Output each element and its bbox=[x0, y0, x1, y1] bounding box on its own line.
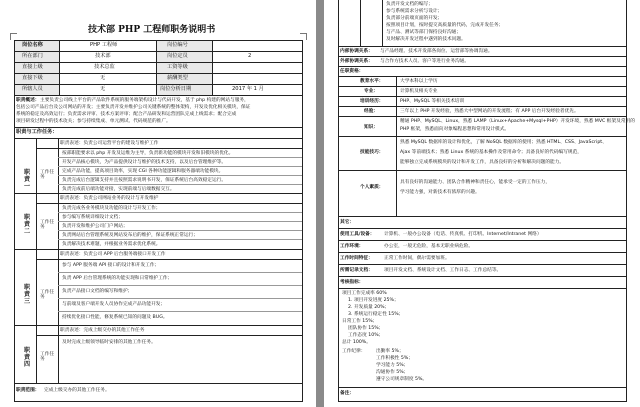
field-value: 三年以上 PHP 开发经验，熟悉大中型网站的开发流程；有 APP 后台开发经验者优先。 bbox=[400, 109, 579, 114]
task-item: 与前端及客户端开发人员协作完成产品功能开发； bbox=[62, 302, 166, 307]
task-item: 按照项目计划，按时提交高质量的代码，完成开发任务； bbox=[386, 23, 504, 28]
field-value: Ajax 等前端技术；熟悉 Linux 系统的基本操作及常用命令；具备良好的代码编写规范， bbox=[400, 150, 582, 155]
task-item: 开发产品核心模块，为产品提供设计与维护的技术支持，以及后台管理维护等。 bbox=[62, 160, 227, 165]
section-heading: 外部协调关系： bbox=[340, 59, 373, 64]
task-label: 工作任务 bbox=[40, 352, 55, 363]
duty-side-label: 职责一 bbox=[24, 169, 31, 190]
section-heading: 考核指标： bbox=[340, 280, 364, 285]
kpi-item: 工作积极性 5%； bbox=[376, 356, 414, 361]
crop-mark bbox=[300, 33, 307, 40]
field-label: 培训经历： bbox=[360, 99, 384, 104]
field-label: 个人素质： bbox=[360, 185, 384, 190]
field-value: 学习能力强，对新技术有浓厚的兴趣。 bbox=[400, 190, 480, 195]
section-text: 办公室，一般无危险，基本无职业病危险。 bbox=[384, 244, 474, 249]
section-heading: 所需记录文档： bbox=[340, 268, 373, 273]
duty-header: 职责表述：负责公司运营平台的建设与维护工作 bbox=[60, 141, 159, 146]
task-item: 负责解决技术难题，并根据业务需求优化系统。 bbox=[62, 242, 161, 247]
kpi-item: 日常工作 15%； bbox=[342, 319, 378, 324]
duty-header: 职责表述：完成上级交办的其他工作任务 bbox=[60, 328, 145, 333]
field-label: 知识： bbox=[364, 125, 379, 130]
task-item: 完成产品功能，提高项目效率，实现 CGI 各种功能逻辑和服务器端功能模块。 bbox=[62, 169, 224, 174]
kpi-item: 遵守公司规章制度 5%。 bbox=[376, 377, 428, 382]
kpi-item: 工作态度 10%； bbox=[348, 333, 384, 338]
task-label: 工作任务 bbox=[40, 220, 55, 231]
field-value: 2017 年 1 月 bbox=[232, 86, 264, 92]
kpi-item: 出勤率 5%； bbox=[376, 349, 404, 354]
task-item: 负责完成各业务模块及功能的设计与开发工作； bbox=[62, 206, 161, 211]
duty-side-label: 职责二 bbox=[24, 214, 31, 235]
section-text: 正常工作时间，偶尔需要加班。 bbox=[384, 256, 450, 261]
field-value: PHP 工程师 bbox=[90, 42, 118, 48]
summary-line: 包括公司产品后台及公司网站的开发；主要负责开发并维护公司关键系统的整体架构，开发及优化相关模块，保证 bbox=[16, 105, 251, 110]
kpi-item: 沟通协作 5%； bbox=[376, 370, 409, 375]
doc-title: 技术部 PHP 工程师职务说明书 bbox=[88, 25, 216, 35]
task-item: 参与系统需求分析与设计； bbox=[386, 9, 443, 14]
summary-line: 主要负责公司线上平台的产品软件系统的服务端架构设计与代码开发，基于 php 构建的网站与服务， bbox=[40, 98, 249, 103]
field-value: 技术部 bbox=[95, 53, 111, 59]
power-label: 职责范围： bbox=[16, 388, 40, 393]
field-value: 精通 PHP、MySQL、Linux，熟悉 LAMP（Linux+Apache+Mysql+PHP）开发环境，熟悉 MVC 框架及常用的 bbox=[400, 119, 635, 124]
task-item: 负责完成前后端功能对接，实现前端与后端数据交互。 bbox=[62, 187, 175, 192]
field-value: 具有良好的沟通能力、团队合作精神和责任心，能承受一定的工作压力， bbox=[400, 180, 551, 185]
summary-line: 系统的稳定及高效运行；负责需求评审、技术方案评审；配合产品研发和运营团队完成上线需求；配合完成 bbox=[16, 112, 237, 117]
kpi-item: 项目工作完成率 60% bbox=[342, 291, 387, 296]
field-label: 经验： bbox=[364, 109, 379, 114]
task-item: 负责产品接口文档的编写和维护； bbox=[62, 289, 133, 294]
field-label: 直接下级 bbox=[22, 75, 43, 81]
summary-label: 职责概述： bbox=[16, 98, 40, 103]
field-label: 岗位定员 bbox=[167, 53, 188, 59]
task-item: 负责完成后台逻辑支持并且按照需求说明书开发，保证系统后台高效稳定运行。 bbox=[62, 178, 227, 183]
field-label: 所在部门 bbox=[22, 53, 43, 59]
summary-line: 项目研发过程中的技术攻关；参与持续集成、单元测试、代码规范的推广。 bbox=[16, 119, 171, 124]
field-value: PHP 框架，熟悉面向对象编程思想和常用设计模式。 bbox=[400, 127, 510, 132]
field-value: PHP、MySQL 等相关技术培训 bbox=[400, 99, 465, 104]
section-text: 与产品经理、技术开发部各岗位、运营部等协调沟通。 bbox=[380, 49, 493, 54]
field-label: 技能技巧： bbox=[360, 150, 384, 155]
field-value: 无 bbox=[100, 75, 106, 81]
field-label: 直接上级 bbox=[22, 64, 43, 70]
section-text: 与合作方技术人员、客户等进行业务沟通。 bbox=[380, 59, 470, 64]
kpi-item: 工作纪律： bbox=[342, 349, 366, 354]
field-label: 所辖人员 bbox=[22, 86, 43, 92]
kpi-item: 团队协作 15%； bbox=[348, 326, 384, 331]
section-heading: 备注： bbox=[340, 391, 355, 396]
section-heading: 其它： bbox=[340, 220, 355, 225]
crop-mark bbox=[10, 33, 17, 40]
kpi-item: 3. 系统运行稳定性 15%； bbox=[348, 312, 404, 317]
task-item: 参与 APP 服务端 API 接口的设计和开发工作； bbox=[62, 263, 160, 268]
task-item: 与产品、测试等部门保持良好沟通； bbox=[386, 30, 462, 35]
kpi-item: 1. 项目开发进度 25%； bbox=[348, 298, 399, 303]
field-value: 计算机及相关专业 bbox=[400, 89, 438, 94]
field-label: 岗位编号 bbox=[167, 42, 188, 48]
field-label: 岗位名称 bbox=[22, 42, 43, 48]
section-heading: 内部协调关系： bbox=[340, 49, 373, 54]
section-heading: 工作时间特征： bbox=[340, 256, 373, 261]
task-item: 及时解决开发过程中遇到的技术问题。 bbox=[386, 37, 466, 42]
section-heading: 工作环境： bbox=[340, 244, 364, 249]
kpi-item: 2. 开发质量 20%； bbox=[348, 305, 390, 310]
section-text: 项目开发文档、系统设计文档、工作日志、工作总结等。 bbox=[384, 268, 502, 273]
document-page-left bbox=[0, 0, 316, 407]
task-item: 负责开发文档的编写； bbox=[386, 2, 433, 7]
task-label: 工作任务 bbox=[40, 290, 55, 301]
field-label: 专业： bbox=[364, 89, 379, 94]
power-text: 完成上级交办的其他工作任务。 bbox=[44, 388, 110, 393]
field-value: 2 bbox=[248, 53, 252, 59]
duty-header: 职责表述：负责公司 APP 后台服务端接口开发工作 bbox=[60, 252, 166, 257]
kpi-item: 总计 100%。 bbox=[342, 340, 371, 345]
field-label: 岗位分析日期 bbox=[160, 86, 192, 92]
field-value: 能够独立完成系统模块的设计和开发工作，具备良好的分析和解决问题的能力。 bbox=[400, 160, 565, 165]
duty-side-label: 职责三 bbox=[24, 284, 31, 305]
task-item: 负责开发和维护公司门户网站； bbox=[62, 224, 128, 229]
duty-header: 职责表述：负责公司网站业务的设计与开发维护 bbox=[60, 196, 159, 201]
field-value: 熟悉 MySQL 数据库的设计和优化，了解 NoSQL 数据库的使用；熟悉 HTML、CSS、JavaScript、 bbox=[400, 140, 607, 145]
field-value: 大学本科以上学历 bbox=[400, 79, 438, 84]
field-label: 教育水平： bbox=[360, 79, 384, 84]
task-item: 负责 APP 后台管理系统的功能实现和日常维护工作； bbox=[62, 276, 173, 281]
document-page-right bbox=[324, 0, 640, 407]
task-item: 参与编写系统详细设计文档； bbox=[62, 215, 123, 220]
field-value: 无 bbox=[100, 86, 106, 92]
task-label: 工作任务 bbox=[40, 170, 55, 181]
task-item: 按部职能要求以 php 开发及运维为主导，负责新功能的模块开发和旧模块的优化。 bbox=[62, 151, 234, 156]
section-text: 计算机、一般办公设备（电话、传真机、打印机、Internet/Intranet 网络） bbox=[384, 232, 542, 237]
section-heading: 职责与工作任务： bbox=[16, 129, 58, 135]
task-item: 负责网站后台管理系统及网站发布后的维护，保证系统正常运行； bbox=[62, 233, 198, 238]
field-label: 薪酬类型 bbox=[167, 75, 188, 81]
section-heading: 使用工具/设备： bbox=[340, 232, 375, 237]
kpi-item: 学习能力 5%； bbox=[376, 363, 409, 368]
duty-side-label: 职责四 bbox=[24, 347, 31, 368]
field-value: 技术总监 bbox=[94, 64, 115, 70]
section-heading: 任职资格： bbox=[340, 69, 364, 74]
task-item: 及时完成上级领导临时安排的其他工作任务。 bbox=[62, 340, 156, 345]
task-item: 负责部分前端页面的开发； bbox=[386, 16, 443, 21]
field-label: 工资等级 bbox=[167, 64, 188, 70]
task-item: 持续优化接口性能，修复系统已知的问题及 BUG。 bbox=[62, 315, 168, 320]
